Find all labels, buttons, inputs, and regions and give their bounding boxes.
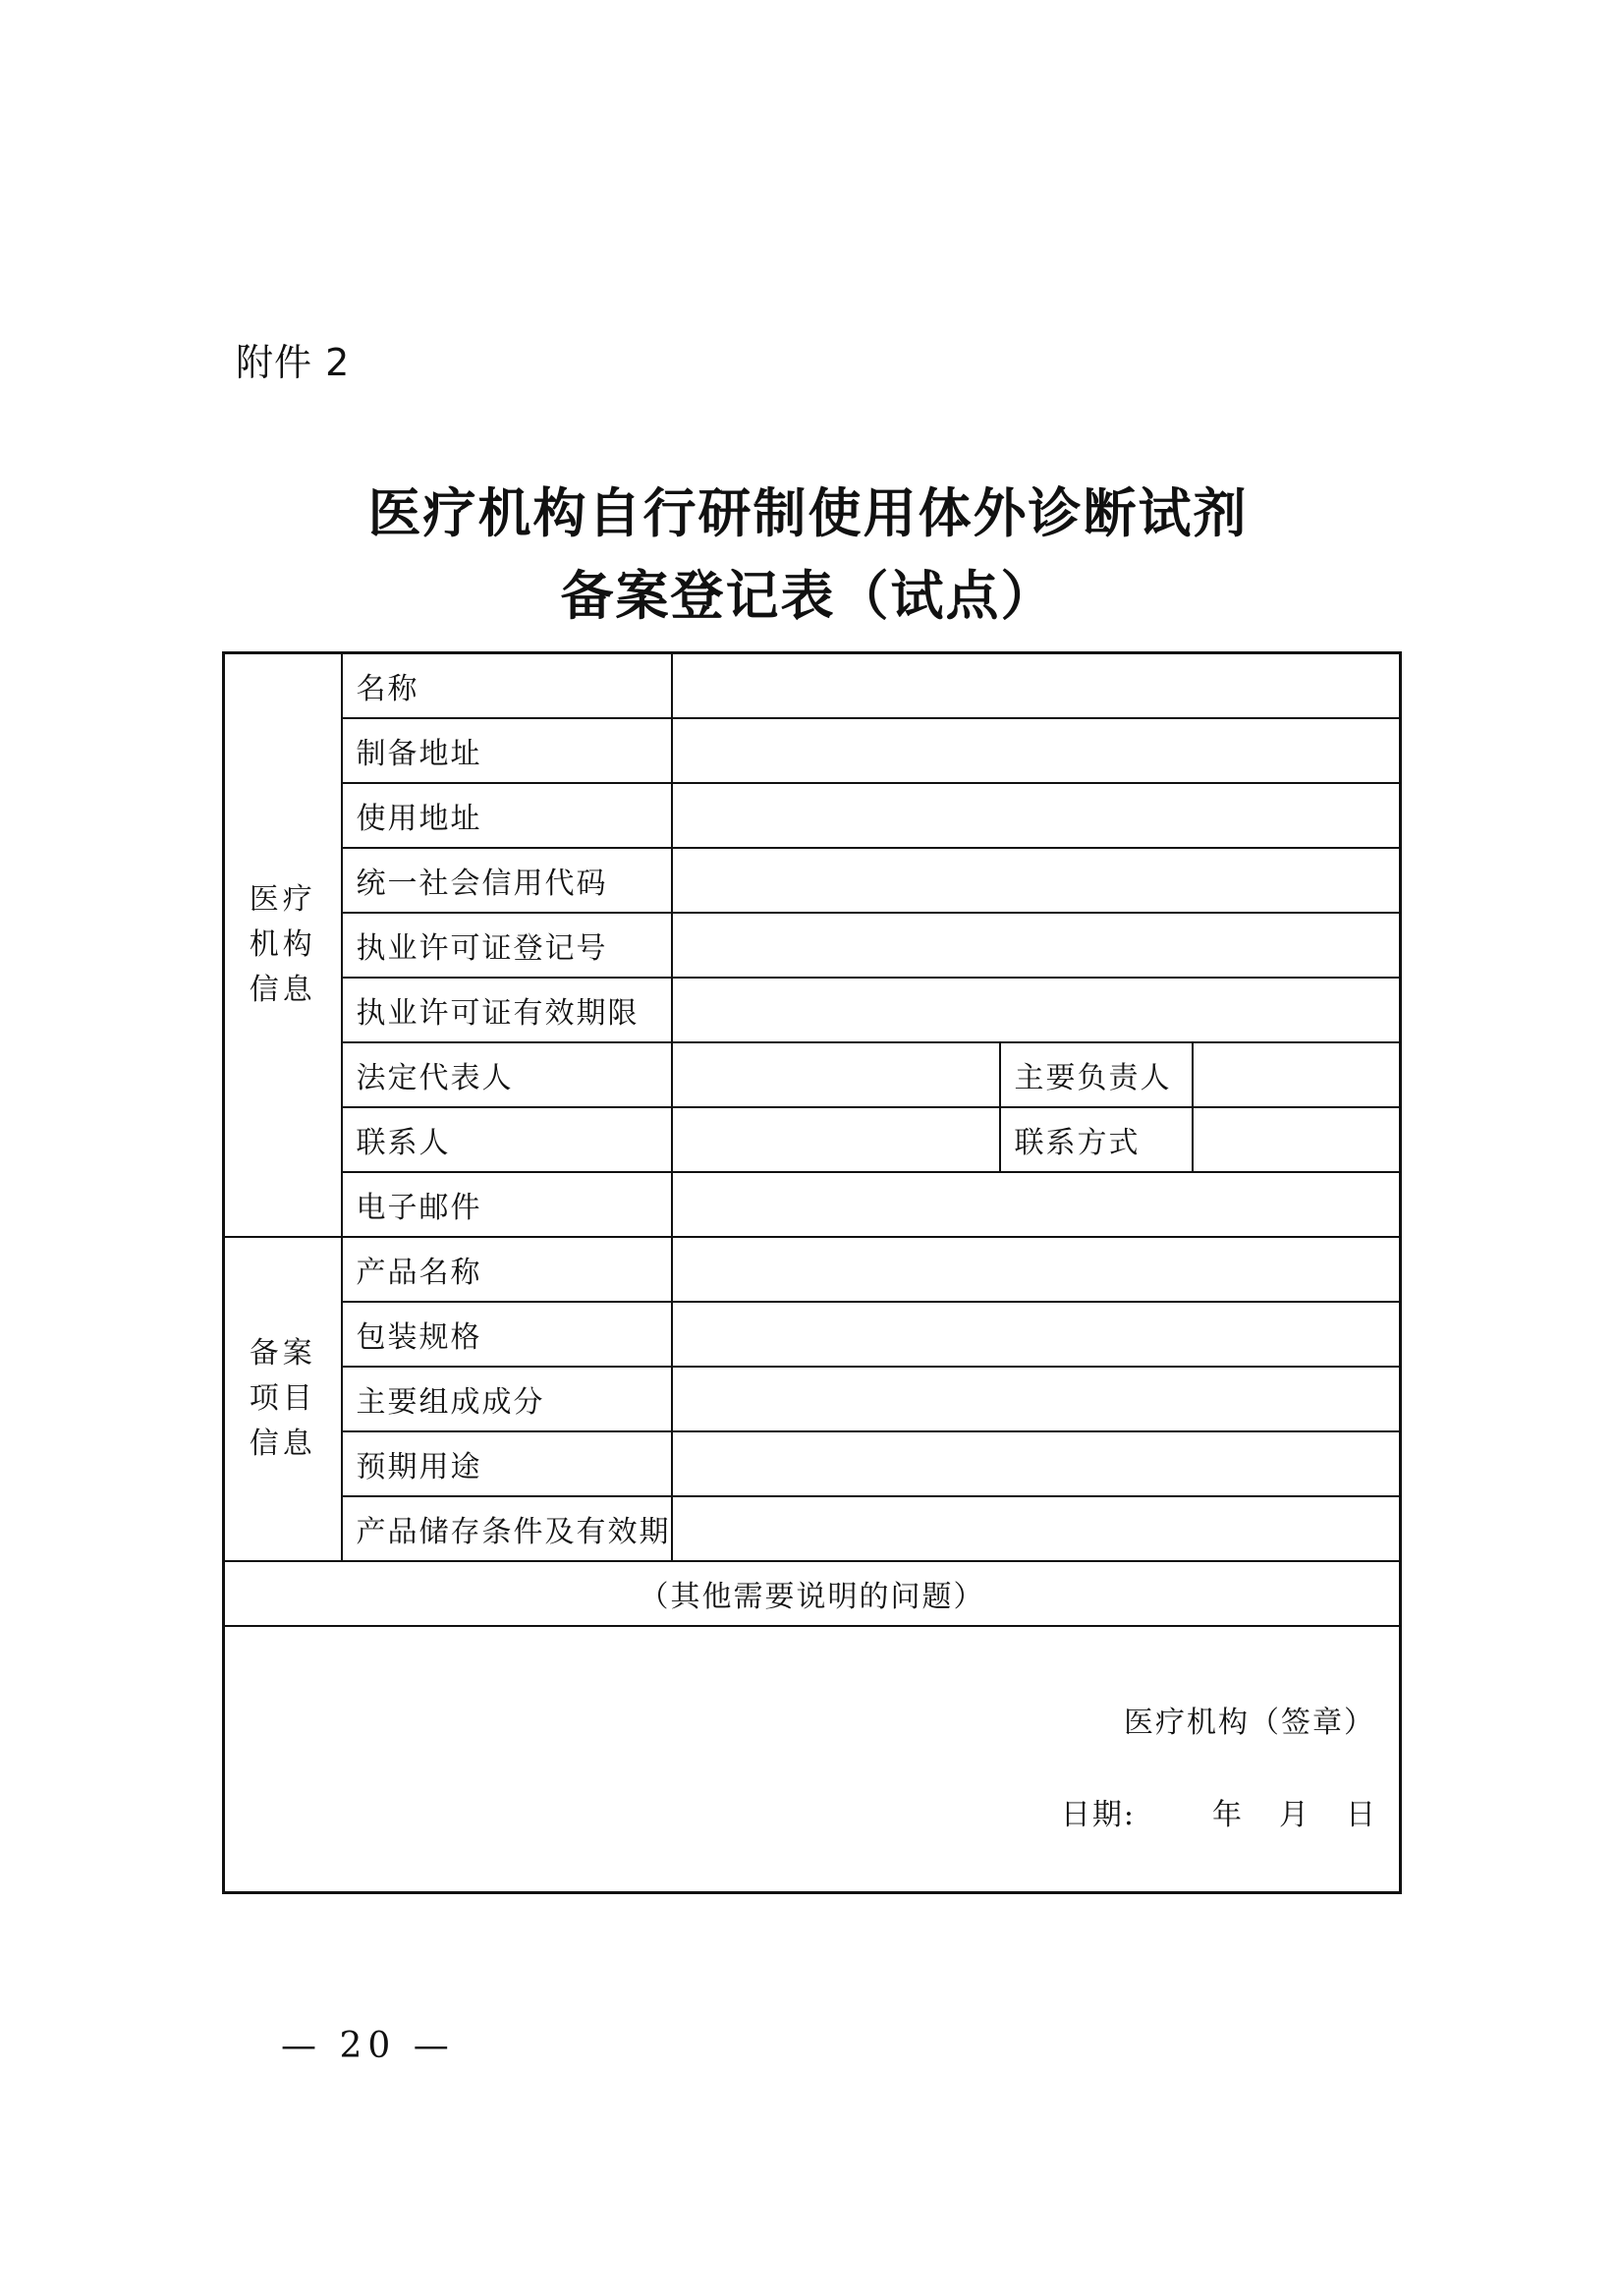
- field-value-storage-validity[interactable]: [672, 1496, 1401, 1561]
- field-value-intended-use[interactable]: [672, 1431, 1401, 1496]
- section-label-line: 备案: [249, 1335, 316, 1371]
- section-label-filing: [224, 1237, 342, 1561]
- field-label-license-no: 执业许可证登记号: [342, 913, 672, 978]
- field-label-prep-address: 制备地址: [342, 718, 672, 783]
- field-value-main-components[interactable]: [672, 1367, 1401, 1431]
- field-value-prep-address[interactable]: [672, 718, 1401, 783]
- field-value-license-validity[interactable]: [672, 978, 1401, 1042]
- field-label-contact-method: 联系方式: [1000, 1107, 1193, 1172]
- field-label-name: 名称: [342, 653, 672, 718]
- field-label-principal: 主要负责人: [1000, 1042, 1193, 1107]
- table-row: [224, 913, 1401, 978]
- field-value-principal[interactable]: [1193, 1042, 1401, 1107]
- attachment-label: 附件 2: [236, 341, 351, 384]
- field-label-credit-code: 统一社会信用代码: [342, 848, 672, 913]
- field-value-contact[interactable]: [672, 1107, 1000, 1172]
- field-value-email[interactable]: [672, 1172, 1401, 1237]
- field-value-license-no[interactable]: [672, 913, 1401, 978]
- field-label-product-name: 产品名称: [342, 1237, 672, 1302]
- field-label-contact: 联系人: [342, 1107, 672, 1172]
- table-row: [224, 1626, 1401, 1893]
- field-label-legal-rep: 法定代表人: [342, 1042, 672, 1107]
- field-value-use-address[interactable]: [672, 783, 1401, 848]
- section-label-institution: [224, 653, 342, 1237]
- table-row: [224, 978, 1401, 1042]
- field-label-intended-use: 预期用途: [342, 1431, 672, 1496]
- table-row: [224, 1496, 1401, 1561]
- table-row: [224, 1431, 1401, 1496]
- field-value-package-spec[interactable]: [672, 1302, 1401, 1367]
- date-label: 日期:: [1060, 1797, 1137, 1832]
- table-row: [224, 1302, 1401, 1367]
- signature-label: 医疗机构（签章）: [1124, 1705, 1376, 1740]
- table-row: [224, 1561, 1401, 1626]
- date-line: [1061, 1790, 1377, 1833]
- field-value-credit-code[interactable]: [672, 848, 1401, 913]
- section-label-line: 项目: [249, 1380, 316, 1416]
- table-row: [224, 1367, 1401, 1431]
- table-row: [224, 783, 1401, 848]
- date-day-label: 日: [1346, 1797, 1378, 1832]
- notes-signature-area[interactable]: [224, 1626, 1401, 1893]
- page-number: — 20 —: [281, 2026, 455, 2066]
- field-label-use-address: 使用地址: [342, 783, 672, 848]
- table-row: [224, 1107, 1401, 1172]
- notes-header: （其他需要说明的问题）: [224, 1561, 1401, 1626]
- field-value-contact-method[interactable]: [1193, 1107, 1401, 1172]
- section-label-line: 信息: [249, 972, 316, 1007]
- registration-form-table: [222, 651, 1402, 1894]
- table-row: [224, 718, 1401, 783]
- table-row: [224, 1237, 1401, 1302]
- field-label-storage-validity: 产品储存条件及有效期: [342, 1496, 672, 1561]
- form-title-line-2: 备案登记表（试点）: [560, 565, 1056, 627]
- table-row: [224, 1172, 1401, 1237]
- table-row: [224, 848, 1401, 913]
- field-value-product-name[interactable]: [672, 1237, 1401, 1302]
- table-row: [224, 653, 1401, 718]
- date-year-label: 年: [1212, 1797, 1245, 1832]
- section-label-line: 机构: [249, 926, 316, 962]
- date-month-label: 月: [1279, 1797, 1311, 1832]
- form-title-line-1: 医疗机构自行研制使用体外诊断试剂: [367, 482, 1249, 544]
- field-label-license-validity: 执业许可证有效期限: [342, 978, 672, 1042]
- field-label-email: 电子邮件: [342, 1172, 672, 1237]
- field-label-main-components: 主要组成成分: [342, 1367, 672, 1431]
- field-value-legal-rep[interactable]: [672, 1042, 1000, 1107]
- section-label-line: 医疗: [249, 881, 316, 917]
- table-row: [224, 1042, 1401, 1107]
- section-label-line: 信息: [249, 1426, 316, 1461]
- field-label-package-spec: 包装规格: [342, 1302, 672, 1367]
- field-value-name[interactable]: [672, 653, 1401, 718]
